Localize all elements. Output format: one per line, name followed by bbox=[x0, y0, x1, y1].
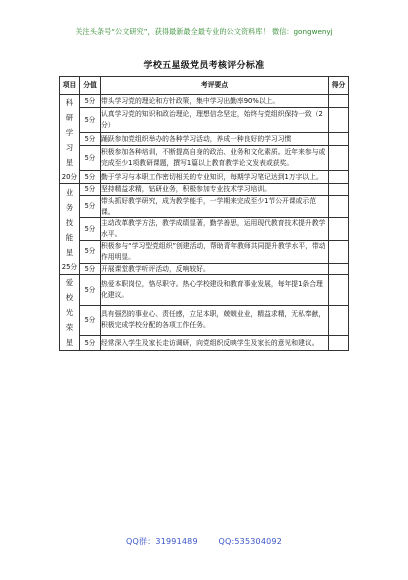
item-char: 校 bbox=[65, 293, 74, 303]
footer-qq-number: QQ:535304092 bbox=[218, 537, 282, 546]
header-points: 分值 bbox=[80, 77, 101, 95]
row-requirement: 积极参加各种培训，不断提高自身的政治、业务和文化素质。近年来参与或完成至少1项教研课题，撰写1篇以上教育教学论文发表或获奖。 bbox=[101, 145, 329, 170]
item-cell-skills bbox=[60, 184, 80, 275]
item-char: 星 bbox=[65, 248, 74, 258]
promo-banner: 关注头条号“公文研究”，获得最新最全最专业的公文资料库！ 微信：gongwenyj bbox=[75, 27, 333, 36]
table-row bbox=[60, 275, 349, 305]
row-requirement: 开展课堂教学听评活动，反响较好。 bbox=[101, 263, 329, 275]
score-cell bbox=[329, 240, 349, 263]
score-cell bbox=[329, 263, 349, 275]
item-char: 能 bbox=[65, 233, 74, 243]
item-char: 光 bbox=[65, 308, 74, 318]
table-row bbox=[60, 132, 349, 145]
item-char: 学 bbox=[65, 128, 74, 137]
score-cell bbox=[329, 275, 349, 305]
row-requirement: 勤于学习与本职工作密切相关的专业知识，每期学习笔记达到1万字以上。 bbox=[101, 170, 329, 183]
row-requirement: 坚持精益求精，钻研业务，积极参加专业技术学习培训。 bbox=[101, 184, 329, 196]
table-row bbox=[60, 108, 349, 133]
table-header-row bbox=[60, 77, 349, 95]
row-requirement: 带头学习党的理论和方针政策，集中学习出勤率90%以上。 bbox=[101, 95, 329, 108]
table-row bbox=[60, 240, 349, 263]
row-requirement: 认真学习党的知识和政治理论，理想信念坚定，始终与党组织保持一致（2分） bbox=[101, 108, 329, 133]
score-cell bbox=[329, 305, 349, 335]
item-char: 业 bbox=[65, 188, 74, 198]
row-requirement: 经常深入学生及家长走访调研，向党组织反映学生及家长的意见和建议。 bbox=[101, 335, 329, 351]
row-points: 5分 bbox=[80, 305, 101, 335]
row-points: 5分 bbox=[80, 184, 101, 196]
row-points: 5分 bbox=[80, 95, 101, 108]
table-row bbox=[60, 170, 349, 183]
item-total-points: 20分 bbox=[61, 173, 78, 181]
header-score: 得分 bbox=[329, 77, 349, 95]
row-requirement: 带头抓好教学研究，成为教学能手，一学期来完成至少1节公开课或示范课。 bbox=[101, 195, 329, 218]
row-points: 5分 bbox=[80, 170, 101, 183]
row-points: 5分 bbox=[80, 195, 101, 218]
item-char: 务 bbox=[65, 203, 74, 213]
score-cell bbox=[329, 145, 349, 170]
item-cell-devotion bbox=[60, 275, 80, 351]
table-row bbox=[60, 195, 349, 218]
table-row bbox=[60, 184, 349, 196]
item-char: 技 bbox=[65, 218, 74, 228]
header-requirement: 考评要点 bbox=[101, 77, 329, 95]
table-row bbox=[60, 218, 349, 241]
row-requirement: 踊跃参加党组织举办的各种学习活动，养成一种良好的学习习惯 bbox=[101, 132, 329, 145]
item-char: 星 bbox=[65, 158, 74, 167]
row-requirement: 积极参与“学习型党组织”创建活动，帮助青年教师共同提升教学水平，带动作用明显。 bbox=[101, 240, 329, 263]
row-requirement: 主动改革教学方法，教学成绩显著，勤学善思，运用现代教育技术提升教学水平。 bbox=[101, 218, 329, 241]
contact-footer bbox=[0, 536, 408, 547]
page-title: 学校五星级党员考核评分标准 bbox=[143, 61, 265, 71]
row-points: 5分 bbox=[80, 263, 101, 275]
row-points: 5分 bbox=[80, 335, 101, 351]
score-cell bbox=[329, 335, 349, 351]
item-char: 科 bbox=[65, 98, 74, 107]
item-char: 荣 bbox=[65, 323, 74, 333]
row-points: 5分 bbox=[80, 218, 101, 241]
item-char: 研 bbox=[65, 113, 74, 122]
row-points: 5分 bbox=[80, 132, 101, 145]
item-cell-research bbox=[60, 95, 80, 184]
header-item: 项目 bbox=[60, 77, 80, 95]
scoring-table bbox=[59, 76, 349, 351]
score-cell bbox=[329, 195, 349, 218]
item-char: 爱 bbox=[65, 278, 74, 288]
row-points: 5分 bbox=[80, 145, 101, 170]
item-total-points: 25分 bbox=[61, 263, 78, 272]
row-points: 5分 bbox=[80, 240, 101, 263]
table-row bbox=[60, 305, 349, 335]
score-cell bbox=[329, 170, 349, 183]
row-requirement: 具有强烈的事业心、责任感，立足本职，兢兢业业，精益求精，无私奉献，积极完成学校分配的各项工作任务。 bbox=[101, 305, 329, 335]
row-points: 5分 bbox=[80, 108, 101, 133]
score-cell bbox=[329, 132, 349, 145]
table-row bbox=[60, 95, 349, 108]
row-points: 5分 bbox=[80, 275, 101, 305]
item-char: 星 bbox=[65, 338, 74, 348]
score-cell bbox=[329, 108, 349, 133]
score-cell bbox=[329, 218, 349, 241]
table-row bbox=[60, 335, 349, 351]
item-char: 习 bbox=[65, 143, 74, 152]
footer-qq-group: QQ群：31991489 bbox=[126, 537, 198, 546]
score-cell bbox=[329, 95, 349, 108]
score-cell bbox=[329, 184, 349, 196]
table-row bbox=[60, 145, 349, 170]
table-row bbox=[60, 263, 349, 275]
row-requirement: 热爱本职岗位，恪尽职守。热心学校建设和教育事业发展，每年提1条合理化建议。 bbox=[101, 275, 329, 305]
